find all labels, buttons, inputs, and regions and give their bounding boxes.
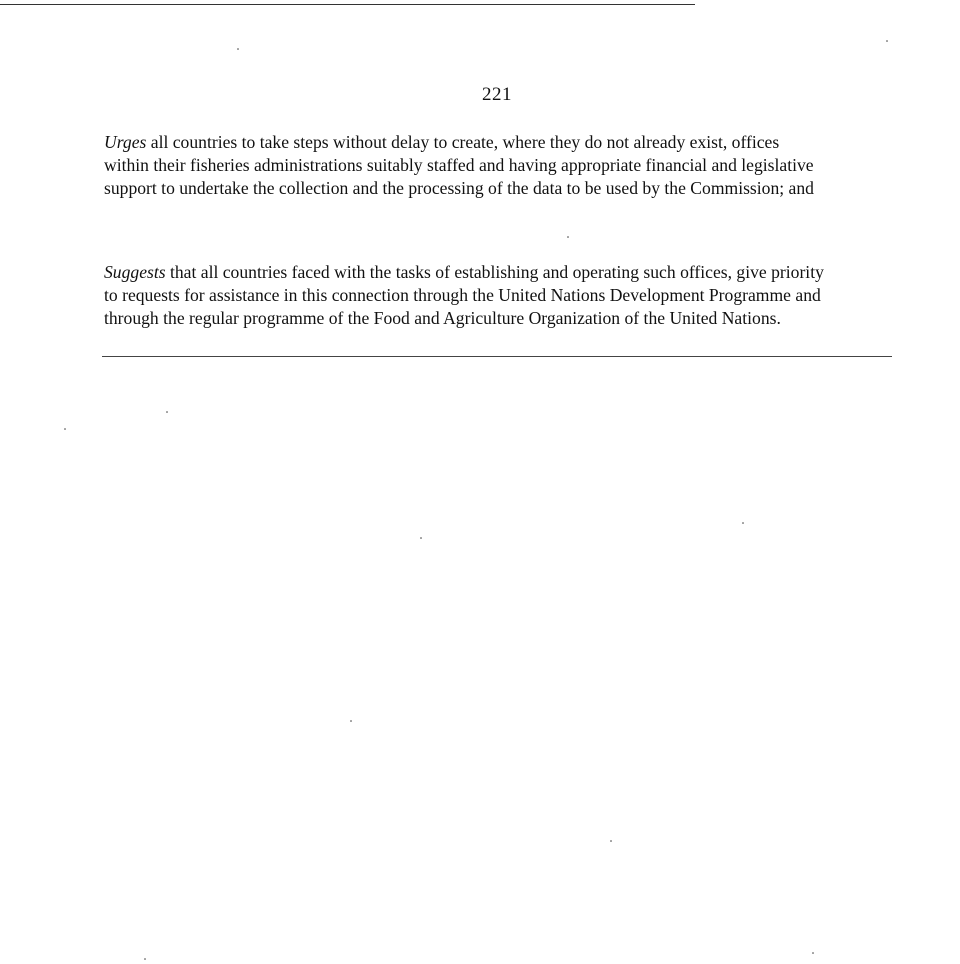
- paragraph-text: that all countries faced with the tasks of establishing and operating such offices, give priority: [169, 262, 824, 282]
- paragraph-line: [104, 261, 904, 284]
- paragraph-line: support to undertake the collection and the processing of the data to be used by the Commission; and: [104, 178, 814, 198]
- paragraph-line: to requests for assistance in this connection through the United Nations Development Programme and: [104, 285, 821, 305]
- scan-speck: [886, 40, 888, 42]
- scan-speck: [742, 522, 744, 524]
- paragraph-line: through the regular programme of the Food and Agriculture Organization of the United Nations.: [104, 308, 781, 328]
- scan-speck: [567, 236, 569, 238]
- paragraph-text: all countries to take steps without delay to create, where they do not already exist, offices: [150, 132, 780, 152]
- scan-speck: [812, 952, 814, 954]
- scan-speck: [350, 720, 352, 722]
- paragraph-verb: Suggests: [104, 262, 166, 282]
- paragraph-line: [104, 131, 904, 154]
- paragraph-urges: [104, 131, 904, 200]
- scan-speck: [237, 48, 239, 50]
- paragraph-verb: Urges: [104, 132, 147, 152]
- scan-speck: [420, 537, 422, 539]
- bottom-rule: [102, 356, 892, 357]
- scan-speck: [610, 840, 612, 842]
- scan-speck: [64, 428, 66, 430]
- scan-speck: [166, 411, 168, 413]
- top-rule: [0, 4, 695, 5]
- paragraph-suggests: [104, 261, 904, 330]
- scan-speck: [144, 958, 146, 960]
- paragraph-line: within their fisheries administrations suitably staffed and having appropriate financial and legislative: [104, 155, 814, 175]
- page-number: 221: [482, 84, 512, 105]
